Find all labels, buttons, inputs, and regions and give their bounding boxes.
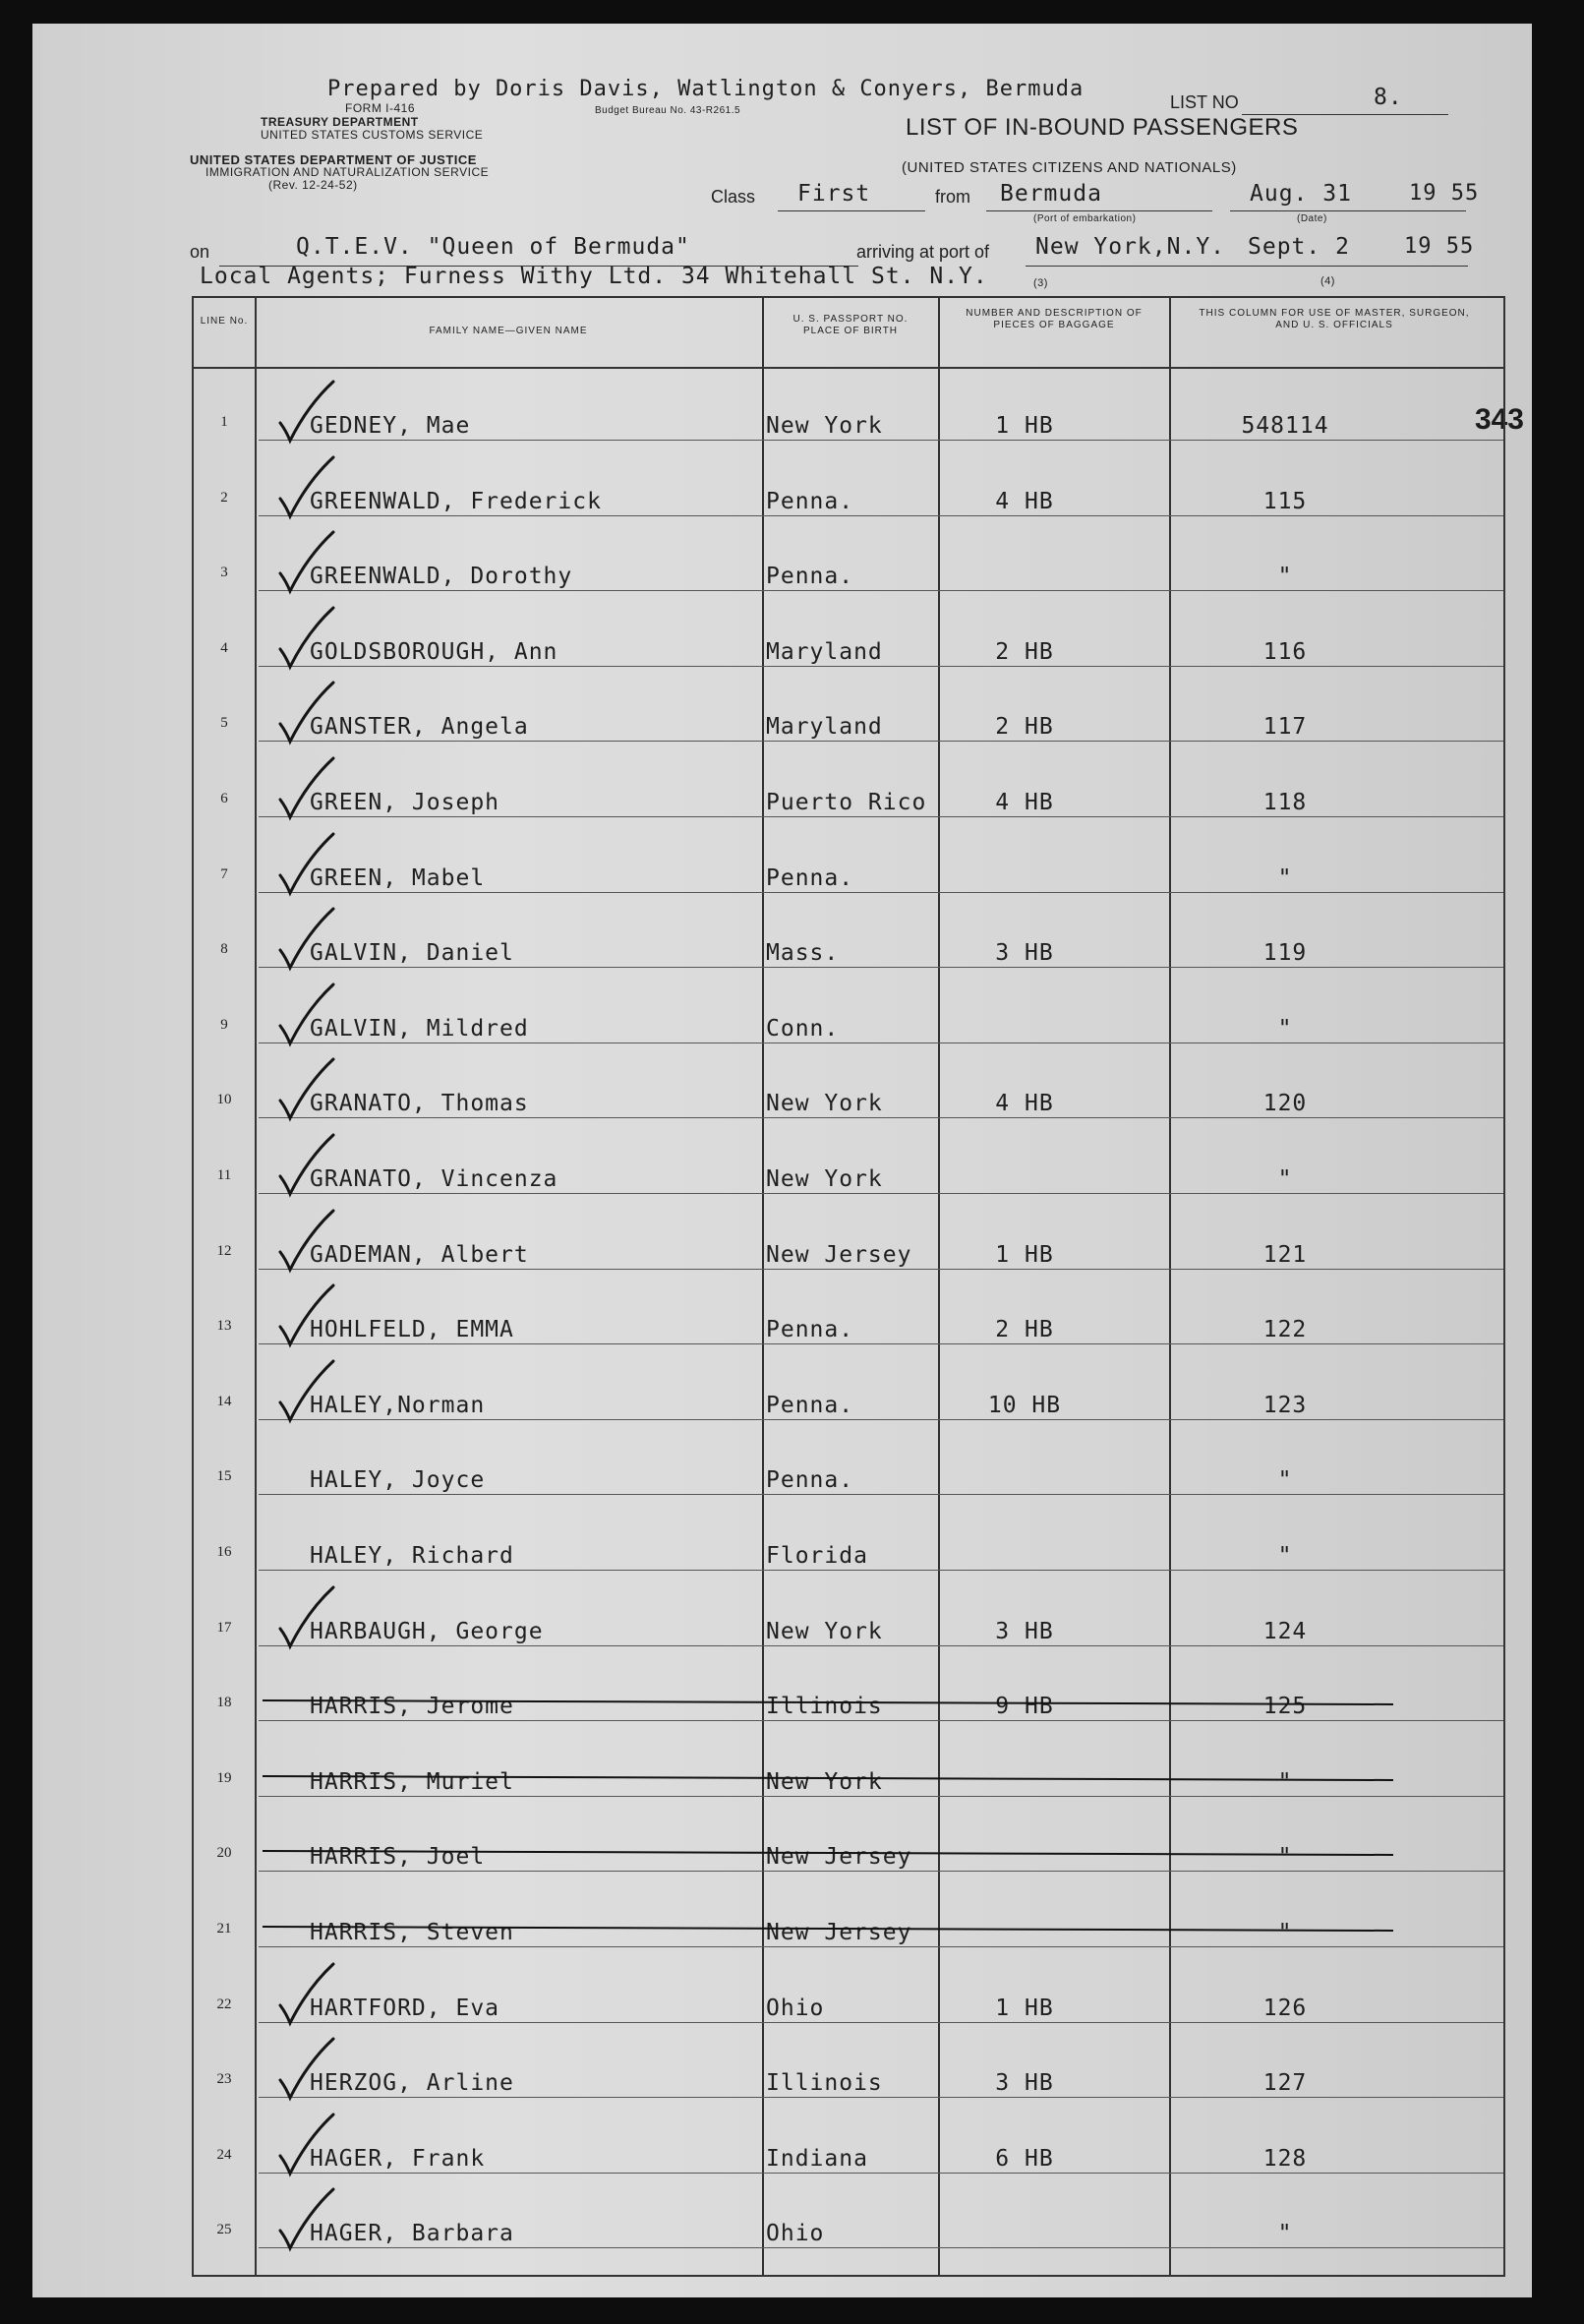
- line-number: 15: [216, 1468, 232, 1485]
- caption-4: (4): [1320, 275, 1335, 287]
- line-number: 3: [220, 565, 228, 581]
- date-caption: (Date): [1297, 213, 1327, 224]
- row-rule: [259, 2022, 1503, 2023]
- line-number: 16: [216, 1544, 232, 1560]
- passenger-table: [192, 296, 1505, 2277]
- checkmark-icon: [272, 526, 341, 595]
- official-number: ": [1277, 864, 1293, 891]
- line-number: 8: [220, 941, 228, 958]
- from-caption: (Port of embarkation): [1033, 213, 1137, 224]
- birthplace: New York: [766, 1091, 883, 1117]
- row-rule: [259, 741, 1503, 742]
- vessel-name: Q.T.E.V. "Queen of Bermuda": [296, 234, 690, 260]
- line-number: 2: [220, 489, 228, 506]
- baggage-count: 2 HB: [995, 1317, 1054, 1343]
- checkmark-icon: [272, 2033, 341, 2102]
- birthplace: Illinois: [766, 2070, 883, 2097]
- row-rule: [259, 1343, 1503, 1344]
- passenger-name: HAGER, Barbara: [310, 2221, 514, 2247]
- on-label: on: [190, 242, 210, 262]
- col-header-baggage: NUMBER AND DESCRIPTION OF PIECES OF BAGGAGE: [966, 308, 1143, 330]
- official-number: ": [1277, 2221, 1293, 2247]
- line-number: 21: [216, 1921, 232, 1937]
- row-rule: [259, 1117, 1503, 1118]
- table-row: [194, 1199, 1503, 1274]
- checkmark-icon: [272, 1053, 341, 1122]
- line-number: 24: [216, 2146, 232, 2163]
- row-rule: [259, 892, 1503, 893]
- row-rule: [259, 1645, 1503, 1646]
- depart-date: Aug. 31: [1250, 181, 1352, 207]
- baggage-count: 3 HB: [995, 2070, 1054, 2097]
- birthplace: New Jersey: [766, 1844, 912, 1871]
- official-number: ": [1277, 1844, 1293, 1871]
- passenger-name: HALEY, Richard: [310, 1543, 514, 1569]
- arrival-port: New York,N.Y.: [1035, 234, 1226, 260]
- table-row: [194, 596, 1503, 671]
- col-header-name: FAMILY NAME—GIVEN NAME: [429, 326, 588, 336]
- table-row: [194, 370, 1503, 445]
- birthplace: Puerto Rico: [766, 790, 927, 815]
- checkmark-icon: [272, 376, 341, 445]
- line-number: 9: [220, 1016, 228, 1033]
- birthplace: Conn.: [766, 1015, 840, 1042]
- official-number: 126: [1262, 1995, 1308, 2021]
- checkmark-icon: [272, 1280, 341, 1348]
- line-number: 4: [220, 639, 228, 656]
- birthplace: New York: [766, 1166, 883, 1192]
- checkmark-icon: [272, 1581, 341, 1650]
- official-number: 115: [1262, 488, 1308, 514]
- baggage-count: 4 HB: [995, 488, 1054, 514]
- row-rule: [259, 666, 1503, 667]
- row-rule: [259, 2173, 1503, 2174]
- birthplace: Penna.: [766, 1467, 854, 1494]
- official-number: 128: [1262, 2145, 1308, 2172]
- checkmark-icon: [272, 2109, 341, 2177]
- table-row: [194, 2177, 1503, 2252]
- checkmark-icon: [272, 1958, 341, 2027]
- table-row: [194, 1650, 1503, 1725]
- baggage-count: 2 HB: [995, 638, 1054, 665]
- row-rule: [259, 1946, 1503, 1947]
- passenger-name: HARRIS, Muriel: [310, 1768, 514, 1795]
- passenger-name: GALVIN, Mildred: [310, 1015, 529, 1042]
- birthplace: Penna.: [766, 864, 854, 891]
- row-rule: [259, 590, 1503, 591]
- arriving-label: arriving at port of: [856, 242, 990, 262]
- table-row: [194, 1123, 1503, 1198]
- passenger-name: HARTFORD, Eva: [310, 1995, 500, 2021]
- official-number: 123: [1262, 1392, 1308, 1418]
- depart-year: 19 55: [1409, 181, 1480, 206]
- passenger-name: GANSTER, Angela: [310, 714, 529, 741]
- class-line: [778, 210, 925, 211]
- table-row: [194, 1424, 1503, 1499]
- passenger-name: GRANATO, Vincenza: [310, 1166, 558, 1192]
- checkmark-icon: [272, 752, 341, 821]
- official-number: 116: [1262, 638, 1308, 665]
- birthplace: New York: [766, 413, 883, 439]
- arrival-date: Sept. 2: [1248, 234, 1350, 260]
- birthplace: New York: [766, 1618, 883, 1644]
- list-no-label: LIST NO: [1170, 92, 1239, 112]
- row-rule: [259, 1494, 1503, 1495]
- col-header-officials: THIS COLUMN FOR USE OF MASTER, SURGEON, AND U. S. OFFICIALS: [1199, 308, 1470, 330]
- table-row: [194, 822, 1503, 897]
- birthplace: Penna.: [766, 564, 854, 590]
- row-rule: [259, 1796, 1503, 1797]
- checkmark-icon: [272, 903, 341, 972]
- row-rule: [259, 816, 1503, 817]
- baggage-count: 9 HB: [995, 1694, 1054, 1720]
- official-number: 122: [1262, 1317, 1308, 1343]
- table-row: [194, 2103, 1503, 2177]
- table-row: [194, 671, 1503, 745]
- passenger-name: GREEN, Joseph: [310, 790, 500, 815]
- checkmark-icon: [272, 1205, 341, 1274]
- line-number: 19: [216, 1769, 232, 1786]
- row-rule: [259, 1871, 1503, 1872]
- line-number: 7: [220, 865, 228, 882]
- birthplace: Maryland: [766, 714, 883, 741]
- page-subtitle: (UNITED STATES CITIZENS AND NATIONALS): [902, 159, 1237, 176]
- from-value: Bermuda: [1000, 181, 1102, 207]
- passenger-name: GRANATO, Thomas: [310, 1091, 529, 1117]
- official-number: 124: [1262, 1618, 1308, 1644]
- line-number: 18: [216, 1695, 232, 1711]
- row-rule: [259, 1193, 1503, 1194]
- baggage-count: 1 HB: [995, 413, 1054, 439]
- birthplace: New York: [766, 1768, 883, 1795]
- date-line: [1230, 210, 1466, 211]
- page-number: 343: [1474, 403, 1524, 436]
- birthplace: Penna.: [766, 488, 854, 514]
- birthplace: Illinois: [766, 1694, 883, 1720]
- official-number: ": [1277, 1920, 1293, 1945]
- baggage-count: 3 HB: [995, 1618, 1054, 1644]
- passenger-name: GEDNEY, Mae: [310, 413, 471, 439]
- birthplace: Florida: [766, 1543, 868, 1569]
- arrival-line: [1026, 266, 1468, 267]
- arrival-year: 19 55: [1404, 234, 1475, 259]
- official-number: 120: [1262, 1091, 1308, 1117]
- from-line: [986, 210, 1212, 211]
- table-row: [194, 1274, 1503, 1348]
- table-row: [194, 746, 1503, 821]
- official-number: 125: [1262, 1694, 1308, 1720]
- table-row: [194, 1500, 1503, 1575]
- line-number: 22: [216, 1996, 232, 2012]
- official-number: ": [1277, 1768, 1293, 1795]
- passenger-name: HARBAUGH, George: [310, 1618, 544, 1644]
- passenger-name: GREENWALD, Dorothy: [310, 564, 573, 590]
- official-number: 548114: [1241, 413, 1329, 439]
- passenger-name: HERZOG, Arline: [310, 2070, 514, 2097]
- checkmark-icon: [272, 2183, 341, 2252]
- official-number: ": [1277, 1166, 1293, 1192]
- birthplace: New Jersey: [766, 1241, 912, 1268]
- baggage-count: 1 HB: [995, 1241, 1054, 1268]
- official-number: 121: [1262, 1241, 1308, 1268]
- col-header-line: LINE No.: [200, 316, 249, 327]
- passenger-name: HOHLFELD, EMMA: [310, 1317, 514, 1343]
- line-number: 11: [216, 1167, 232, 1183]
- baggage-count: 4 HB: [995, 1091, 1054, 1117]
- line-number: 23: [216, 2071, 232, 2088]
- table-row: [194, 1047, 1503, 1122]
- birthplace: Ohio: [766, 2221, 825, 2247]
- row-rule: [259, 1570, 1503, 1571]
- local-agents: Local Agents; Furness Withy Ltd. 34 Whitehall St. N.Y.: [200, 264, 988, 289]
- customs-service: UNITED STATES CUSTOMS SERVICE: [261, 128, 484, 142]
- checkmark-icon: [272, 828, 341, 897]
- manifest-page: [32, 24, 1532, 2297]
- checkmark-icon: [272, 677, 341, 745]
- justice-dept: UNITED STATES DEPARTMENT OF JUSTICE: [190, 152, 477, 167]
- birthplace: Maryland: [766, 638, 883, 665]
- passenger-name: HARRIS, Steven: [310, 1920, 514, 1945]
- table-row: [194, 1801, 1503, 1876]
- birthplace: Ohio: [766, 1995, 825, 2021]
- passenger-name: GADEMAN, Albert: [310, 1241, 529, 1268]
- class-label: Class: [711, 187, 756, 207]
- checkmark-icon: [272, 451, 341, 520]
- table-row: [194, 1576, 1503, 1650]
- row-rule: [259, 1269, 1503, 1270]
- official-number: ": [1277, 564, 1293, 590]
- checkmark-icon: [272, 1355, 341, 1424]
- line-number: 17: [216, 1619, 232, 1636]
- row-rule: [259, 2097, 1503, 2098]
- birthplace: Penna.: [766, 1317, 854, 1343]
- baggage-count: 3 HB: [995, 940, 1054, 967]
- form-revision: (Rev. 12-24-52): [268, 178, 358, 192]
- passenger-name: HAGER, Frank: [310, 2145, 486, 2172]
- checkmark-icon: [272, 602, 341, 671]
- official-number: 127: [1262, 2070, 1308, 2097]
- birthplace: Indiana: [766, 2145, 868, 2172]
- passenger-name: GALVIN, Daniel: [310, 940, 514, 967]
- form-number: FORM I-416: [345, 101, 416, 115]
- row-rule: [259, 967, 1503, 968]
- line-number: 10: [216, 1092, 232, 1108]
- caption-3: (3): [1033, 277, 1048, 289]
- row-rule: [259, 2247, 1503, 2248]
- official-number: 117: [1262, 714, 1308, 741]
- treasury-dept: TREASURY DEPARTMENT: [261, 115, 419, 129]
- class-value: First: [797, 181, 871, 207]
- passenger-name: GREEN, Mabel: [310, 864, 486, 891]
- line-number: 5: [220, 715, 228, 732]
- table-row: [194, 1726, 1503, 1801]
- col-header-passport: U. S. PASSPORT NO. PLACE OF BIRTH: [792, 314, 909, 336]
- line-number: 1: [220, 414, 228, 430]
- table-row: [194, 1877, 1503, 1951]
- list-no: 8.: [1374, 85, 1403, 110]
- from-label: from: [935, 187, 970, 207]
- row-rule: [259, 1419, 1503, 1420]
- ins-service: IMMIGRATION AND NATURALIZATION SERVICE: [205, 165, 490, 179]
- official-number: 118: [1262, 790, 1308, 815]
- table-row: [194, 2027, 1503, 2102]
- table-row: [194, 1952, 1503, 2027]
- checkmark-icon: [272, 979, 341, 1047]
- official-number: ": [1277, 1543, 1293, 1569]
- row-rule: [259, 440, 1503, 441]
- baggage-count: 2 HB: [995, 714, 1054, 741]
- line-number: 14: [216, 1393, 232, 1409]
- passenger-name: HARRIS, Joel: [310, 1844, 486, 1871]
- passenger-name: GOLDSBOROUGH, Ann: [310, 638, 558, 665]
- baggage-count: 1 HB: [995, 1995, 1054, 2021]
- row-rule: [259, 1720, 1503, 1721]
- birthplace: Penna.: [766, 1392, 854, 1418]
- table-row: [194, 520, 1503, 595]
- line-number: 13: [216, 1318, 232, 1335]
- birthplace: Mass.: [766, 940, 840, 967]
- table-row: [194, 446, 1503, 520]
- line-number: 25: [216, 2222, 232, 2238]
- table-row: [194, 897, 1503, 972]
- header-rule: [194, 367, 1503, 369]
- table-row: [194, 973, 1503, 1047]
- official-number: ": [1277, 1015, 1293, 1042]
- passenger-name: HARRIS, Jerome: [310, 1694, 514, 1720]
- official-number: ": [1277, 1467, 1293, 1494]
- baggage-count: 10 HB: [987, 1392, 1062, 1418]
- table-row: [194, 1349, 1503, 1424]
- page-title: LIST OF IN-BOUND PASSENGERS: [906, 114, 1299, 141]
- baggage-count: 4 HB: [995, 790, 1054, 815]
- row-rule: [259, 515, 1503, 516]
- official-number: 119: [1262, 940, 1308, 967]
- line-number: 20: [216, 1845, 232, 1862]
- passenger-name: GREENWALD, Frederick: [310, 488, 602, 514]
- passenger-name: HALEY,Norman: [310, 1392, 486, 1418]
- checkmark-icon: [272, 1129, 341, 1198]
- budget-bureau: Budget Bureau No. 43-R261.5: [595, 105, 741, 116]
- line-number: 6: [220, 791, 228, 806]
- line-number: 12: [216, 1242, 232, 1259]
- birthplace: New Jersey: [766, 1920, 912, 1945]
- passenger-name: HALEY, Joyce: [310, 1467, 486, 1494]
- prepared-by: Prepared by Doris Davis, Watlington & Conyers, Bermuda: [327, 77, 1085, 101]
- baggage-count: 6 HB: [995, 2145, 1054, 2172]
